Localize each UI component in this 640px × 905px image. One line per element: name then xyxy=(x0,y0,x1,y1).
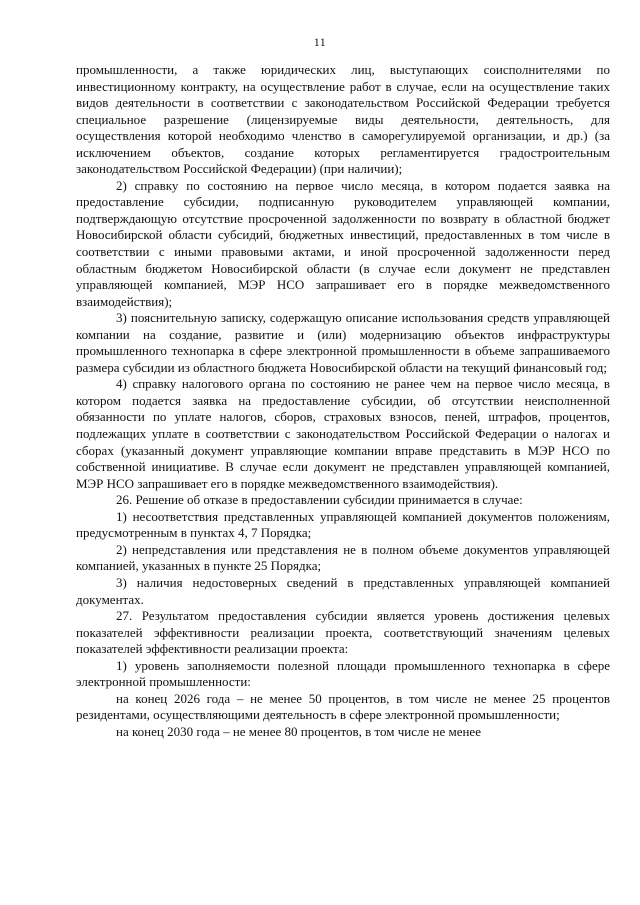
paragraph-clause-27-item-1: 1) уровень заполняемости полезной площади промышленного технопарка в сфере электронной промышленности: xyxy=(76,657,610,690)
page-number: 11 xyxy=(313,35,327,49)
paragraph-clause-26: 26. Решение об отказе в предоставлении субсидии принимается в случае: xyxy=(116,492,523,508)
paragraph-continuation: промышленности, а также юридических лиц, выступающих соисполнителями по инвестиционному контракту, на осуществление работ в случае, если на осуществление таких видов деятельности в соответствии с законодательством Российской Федерации требуется специальное разрешение (лицензируемые виды деятельности, деятельность, для осуществления которой необходимо членство в саморегулируемой организации, и др.) (за исключением объектов, создание которых регламентируется градостроительным законодательством Российской Федерации) (при наличии); xyxy=(76,62,610,177)
paragraph-clause-26-item-2: 2) непредставления или представления не в полном объеме документов управляющей компанией, указанных в пункте 25 Порядка; xyxy=(76,541,610,574)
paragraph-item-2: 2) справку по состоянию на первое число месяца, в котором подается заявка на предоставление субсидии, подписанную руководителем управляющей компании, подтверждающую отсутствие просроченной задолженности по возврату в областной бюджет Новосибирской области субсидий, бюджетных инвестиций, предоставленных в том числе в соответствии с иными правовыми актами, и иной просроченной задолженности перед областным бюджетом Новосибирской области (в случае если документ не представлен управляющей компанией, МЭР НСО запрашивает его в порядке межведомственного взаимодействия); xyxy=(76,177,610,309)
paragraph-clause-26-item-3: 3) наличия недостоверных сведений в представленных управляющей компанией документах. xyxy=(76,574,610,607)
paragraph-item-3: 3) пояснительную записку, содержащую описание использования средств управляющей компании на создание, развитие и (или) модернизацию объектов инфраструктуры промышленного технопарка в сфере электронной промышленности в объеме запрашиваемого размера субсидии из областного бюджета Новосибирской области на текущий финансовый год; xyxy=(76,310,610,375)
paragraph-target-2030: на конец 2030 года – не менее 80 процентов, в том числе не менее xyxy=(116,723,481,739)
paragraph-item-4: 4) справку налогового органа по состоянию не ранее чем на первое число месяца, в котором подается заявка на предоставление субсидии, об отсутствии неисполненной обязанности по уплате налогов, сборов, страховых взносов, пеней, штрафов, процентов, подлежащих уплате в соответствии с законодательством Российской Федерации о налогах и сборах (указанный документ управляющие компании вправе представить в МЭР НСО по собственной инициативе. В случае если документ не представлен управляющей компанией, МЭР НСО запрашивает его в порядке межведомственного взаимодействия). xyxy=(76,376,610,491)
document-body xyxy=(76,62,610,740)
paragraph-clause-26-item-1: 1) несоответствия представленных управляющей компанией документов положениям, предусмотренным в пунктах 4, 7 Порядка; xyxy=(76,508,610,541)
paragraph-target-2026: на конец 2026 года – не менее 50 процентов, в том числе не менее 25 процентов резидентами, осуществляющими деятельность в сфере электронной промышленности; xyxy=(76,690,610,723)
paragraph-clause-27: 27. Результатом предоставления субсидии является уровень достижения целевых показателей эффективности реализации проекта, соответствующий значениям целевых показателей эффективности реализации проекта: xyxy=(76,608,610,657)
